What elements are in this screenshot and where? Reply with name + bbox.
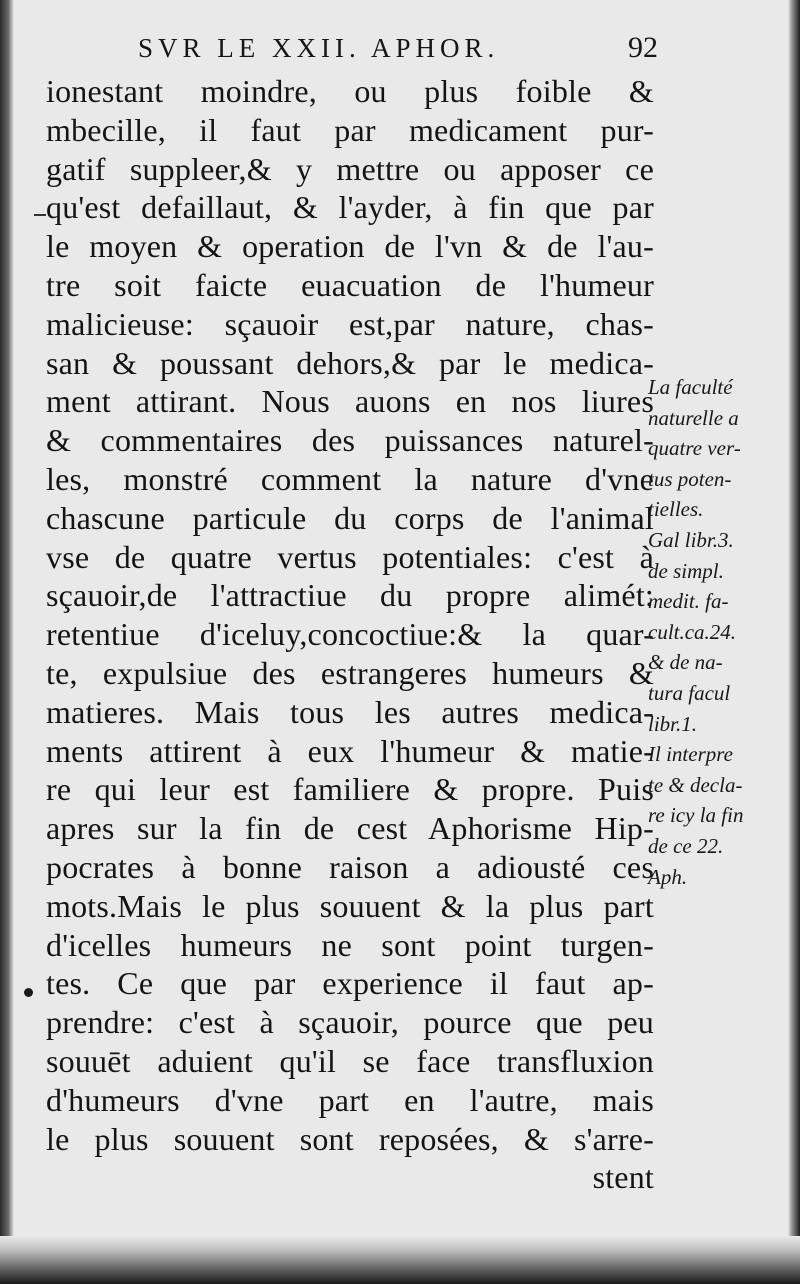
text-line: retentiue d'iceluy,concoctiue:& la quar- — [46, 616, 654, 653]
page-right-edge — [788, 0, 800, 1284]
page-number: 92 — [628, 31, 658, 64]
text-line: gatif suppleer,& y mettre ou apposer ce — [46, 150, 654, 187]
text-line: mots.Mais le plus souuent & la plus part — [46, 887, 654, 924]
text-line: malicieuse: sçauoir est,par nature, chas- — [46, 305, 654, 342]
marginal-notes — [648, 372, 784, 892]
margin-bullet-mark — [24, 988, 33, 997]
text-line: matieres. Mais tous les autres medica- — [46, 693, 654, 730]
marginal-note-line: Gal libr.3. — [648, 527, 734, 552]
marginal-note-line: & de na- — [648, 650, 723, 675]
running-head — [138, 30, 658, 66]
text-line: qu'est defaillaut, & l'ayder, à fin que par — [46, 189, 654, 226]
marginal-note-line: re icy la fin — [648, 803, 744, 828]
text-line: san & poussant dehors,& par le medica- — [46, 344, 654, 381]
marginal-note-line: tus poten- — [648, 466, 732, 491]
marginal-note-line: libr.1. — [648, 711, 698, 736]
marginal-note-line: Il interpre — [648, 742, 733, 767]
text-line: d'icelles humeurs ne sont point turgen- — [46, 926, 654, 963]
margin-dash-mark — [34, 214, 46, 216]
text-line: d'humeurs d'vne part en l'autre, mais — [46, 1081, 654, 1118]
marginal-note-line: de ce 22. — [648, 833, 724, 858]
page-bottom-edge — [0, 1236, 800, 1284]
text-line: prendre: c'est à sçauoir, pource que peu — [46, 1004, 654, 1041]
text-line: ment attirant. Nous auons en nos liures — [46, 383, 654, 420]
text-line: le plus souuent sont reposées, & s'arre- — [46, 1120, 654, 1157]
text-line: chascune particule du corps de l'animal — [46, 499, 654, 536]
text-line: & commentaires des puissances naturel- — [46, 422, 654, 459]
marginal-note-line: naturelle a — [648, 405, 739, 430]
text-line: tes. Ce que par experience il faut ap- — [46, 965, 654, 1002]
marginal-note-line: cult.ca.24. — [648, 619, 737, 644]
text-line: ments attirent à eux l'humeur & matie- — [46, 732, 654, 769]
text-line: re qui leur est familiere & propre. Puis — [46, 771, 654, 808]
text-line-catchword: stent — [592, 1159, 654, 1196]
marginal-note-line: La faculté — [648, 375, 733, 399]
marginal-note-line: tura facul — [648, 680, 731, 705]
marginal-note-line: medit. fa- — [648, 589, 729, 614]
body-text — [46, 72, 654, 1197]
marginal-note-line: Aph. — [648, 864, 688, 889]
marginal-note-line: te & decla- — [648, 772, 743, 797]
marginal-note-line: de simpl. — [648, 558, 724, 583]
marginal-note-line: quatre ver- — [648, 436, 741, 461]
marginal-note-line: tielles. — [648, 497, 704, 522]
text-line: apres sur la fin de cest Aphorisme Hip- — [46, 810, 654, 847]
page-gutter-shadow — [0, 0, 14, 1284]
text-line: sçauoir,de l'attractiue du propre alimét: — [46, 577, 654, 614]
text-line: souuēt aduient qu'il se face transfluxion — [46, 1042, 654, 1079]
text-line: pocrates à bonne raison a adiousté ces — [46, 848, 654, 885]
text-line: les, monstré comment la nature d'vne — [46, 460, 654, 497]
text-line: tre soit faicte euacuation de l'humeur — [46, 266, 654, 303]
text-line: mbecille, il faut par medicament pur- — [46, 111, 654, 148]
text-line: ionestant moindre, ou plus foible & — [46, 73, 654, 109]
text-line: te, expulsiue des estrangeres humeurs & — [46, 654, 654, 691]
text-line: le moyen & operation de l'vn & de l'au- — [46, 228, 654, 265]
running-head-title: SVR LE XXII. APHOR. — [138, 33, 500, 63]
text-line: vse de quatre vertus potentiales: c'est à — [46, 538, 654, 575]
